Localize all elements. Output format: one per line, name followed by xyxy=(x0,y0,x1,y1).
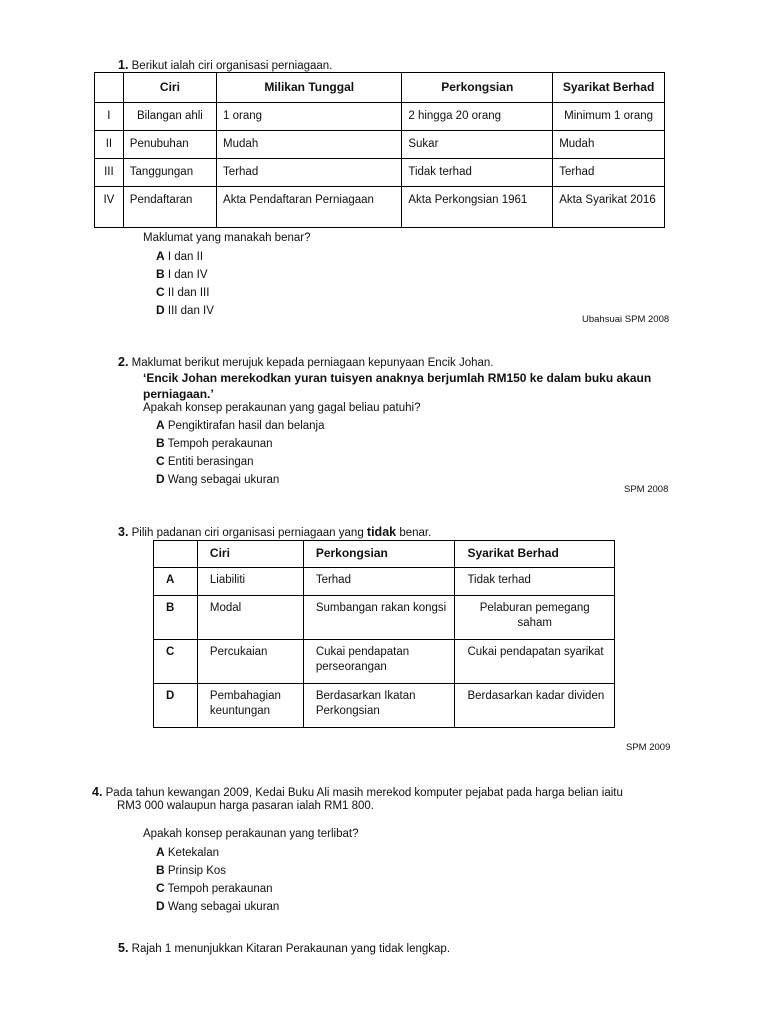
row-letter: D xyxy=(154,684,198,728)
q2-quote xyxy=(143,370,651,402)
q3-prompt-emphasis: tidak xyxy=(366,525,397,539)
row-numeral: II xyxy=(95,131,124,159)
q3-source: SPM 2009 xyxy=(626,742,671,753)
option-text: Tempoh perakaunan xyxy=(167,438,273,450)
row-letter: A xyxy=(154,568,198,596)
option-b[interactable] xyxy=(156,266,214,284)
option-text: Pengiktirafan hasil dan belanja xyxy=(167,420,325,432)
row-letter: B xyxy=(154,596,198,640)
table-row xyxy=(95,159,665,187)
q4-prompt-line2: RM3 000 walaupun harga pasaran ialah RM1 800. xyxy=(117,800,374,812)
q3-prompt-pre: Pilih padanan ciri organisasi perniagaan yang xyxy=(131,527,364,539)
table-cell: Bilangan ahli xyxy=(123,103,216,131)
q1-number: 1. xyxy=(118,58,129,72)
table-cell: Mudah xyxy=(217,131,402,159)
option-text: Wang sebagai ukuran xyxy=(167,901,280,913)
option-a[interactable] xyxy=(156,844,279,862)
option-letter: C xyxy=(156,285,165,299)
table-row xyxy=(154,568,615,596)
q1-table-header xyxy=(95,73,665,103)
table-cell: Terhad xyxy=(217,159,402,187)
q2-source: SPM 2008 xyxy=(624,484,669,495)
option-c[interactable] xyxy=(156,880,279,898)
table-cell: Berdasarkan Ikatan Perkongsian xyxy=(303,684,455,728)
table-cell: Tidak terhad xyxy=(402,159,553,187)
q3-table-header xyxy=(154,541,615,568)
option-letter: D xyxy=(156,303,165,317)
q1-source: Ubahsuai SPM 2008 xyxy=(582,314,670,325)
table-cell: Terhad xyxy=(553,159,665,187)
option-letter: A xyxy=(156,418,165,432)
q1-question: Maklumat yang manakah benar? xyxy=(143,232,311,244)
option-c[interactable] xyxy=(156,453,325,471)
q3-table xyxy=(153,540,615,728)
table-cell: Liabiliti xyxy=(197,568,303,596)
table-cell: Tanggungan xyxy=(123,159,216,187)
q4-number: 4. xyxy=(92,785,103,799)
option-text: Prinsip Kos xyxy=(167,865,227,877)
table-cell: Akta Perkongsian 1961 xyxy=(402,187,553,228)
q3-prompt xyxy=(118,524,431,541)
table-cell: Sukar xyxy=(402,131,553,159)
row-numeral: IV xyxy=(95,187,124,228)
row-numeral: I xyxy=(95,103,124,131)
table-row xyxy=(154,684,615,728)
option-d[interactable] xyxy=(156,898,279,916)
q2-prompt-text: Maklumat berikut merujuk kepada perniagaan kepunyaan Encik Johan. xyxy=(131,357,494,369)
table-cell: Pembahagian keuntungan xyxy=(197,684,303,728)
option-letter: B xyxy=(156,436,165,450)
option-letter: D xyxy=(156,472,165,486)
option-letter: B xyxy=(156,267,165,281)
option-b[interactable] xyxy=(156,435,325,453)
q2-quote-line2: perniagaan.’ xyxy=(143,387,214,401)
q1-header-ciri: Ciri xyxy=(123,73,216,103)
option-letter: C xyxy=(156,881,165,895)
option-a[interactable] xyxy=(156,248,214,266)
option-text: Ketekalan xyxy=(167,847,220,859)
q4-question: Apakah konsep perakaunan yang terlibat? xyxy=(143,828,359,840)
q3-number: 3. xyxy=(118,525,129,539)
table-cell: Minimum 1 orang xyxy=(553,103,665,131)
option-text: Wang sebagai ukuran xyxy=(167,474,280,486)
table-cell: Mudah xyxy=(553,131,665,159)
q3-header-perkongsian: Perkongsian xyxy=(303,541,455,568)
q5-prompt xyxy=(118,940,450,957)
option-letter: A xyxy=(156,845,165,859)
option-d[interactable] xyxy=(156,302,214,320)
row-letter: C xyxy=(154,640,198,684)
table-cell: Berdasarkan kadar dividen xyxy=(455,684,615,728)
table-cell: 1 orang xyxy=(217,103,402,131)
option-letter: B xyxy=(156,863,165,877)
table-cell: Percukaian xyxy=(197,640,303,684)
option-text: I dan II xyxy=(167,251,204,263)
q1-header-milikan-tunggal: Milikan Tunggal xyxy=(217,73,402,103)
table-cell: Akta Pendaftaran Perniagaan xyxy=(217,187,402,228)
table-cell: Akta Syarikat 2016 xyxy=(553,187,665,228)
q3-header-blank xyxy=(154,541,198,568)
table-cell: Pendaftaran xyxy=(123,187,216,228)
table-cell: Cukai pendapatan syarikat xyxy=(455,640,615,684)
table-cell: Tidak terhad xyxy=(455,568,615,596)
q1-header-syarikat-berhad: Syarikat Berhad xyxy=(553,73,665,103)
table-cell: Sumbangan rakan kongsi xyxy=(303,596,455,640)
table-row xyxy=(95,131,665,159)
option-letter: C xyxy=(156,454,165,468)
table-cell: Terhad xyxy=(303,568,455,596)
option-text: II dan III xyxy=(167,287,210,299)
table-row xyxy=(154,640,615,684)
table-cell: Cukai pendapatan perseorangan xyxy=(303,640,455,684)
q1-table xyxy=(94,72,665,228)
q3-header-syarikat-berhad: Syarikat Berhad xyxy=(455,541,615,568)
option-text: III dan IV xyxy=(167,305,214,317)
table-cell: 2 hingga 20 orang xyxy=(402,103,553,131)
q4-prompt-line1: Pada tahun kewangan 2009, Kedai Buku Ali masih merekod komputer pejabat pada harga belian iaitu xyxy=(105,787,623,799)
option-c[interactable] xyxy=(156,284,214,302)
option-letter: D xyxy=(156,899,165,913)
q1-header-perkongsian: Perkongsian xyxy=(402,73,553,103)
option-text: Tempoh perakaunan xyxy=(167,883,273,895)
option-a[interactable] xyxy=(156,417,325,435)
q2-question: Apakah konsep perakaunan yang gagal beliau patuhi? xyxy=(143,402,421,414)
option-text: Entiti berasingan xyxy=(167,456,254,468)
row-numeral: III xyxy=(95,159,124,187)
option-d[interactable] xyxy=(156,471,325,489)
option-b[interactable] xyxy=(156,862,279,880)
option-letter: A xyxy=(156,249,165,263)
option-text: I dan IV xyxy=(167,269,208,281)
q2-prompt xyxy=(118,354,493,371)
table-row xyxy=(154,596,615,640)
q2-number: 2. xyxy=(118,355,129,369)
q5-number: 5. xyxy=(118,941,129,955)
table-cell: Modal xyxy=(197,596,303,640)
table-row xyxy=(95,187,665,228)
q1-header-blank xyxy=(95,73,124,103)
q4-options xyxy=(156,844,279,916)
q1-prompt-text: Berikut ialah ciri organisasi perniagaan. xyxy=(131,60,333,72)
q1-options xyxy=(156,248,214,320)
q5-prompt-text: Rajah 1 menunjukkan Kitaran Perakaunan yang tidak lengkap. xyxy=(131,943,451,955)
table-row xyxy=(95,103,665,131)
table-cell: Pelaburan pemegang saham xyxy=(455,596,615,640)
q2-options xyxy=(156,417,325,489)
table-cell: Penubuhan xyxy=(123,131,216,159)
q3-header-ciri: Ciri xyxy=(197,541,303,568)
q3-prompt-post: benar. xyxy=(399,527,432,539)
q2-quote-line1: ‘Encik Johan merekodkan yuran tuisyen anaknya berjumlah RM150 ke dalam buku akaun xyxy=(143,371,652,385)
